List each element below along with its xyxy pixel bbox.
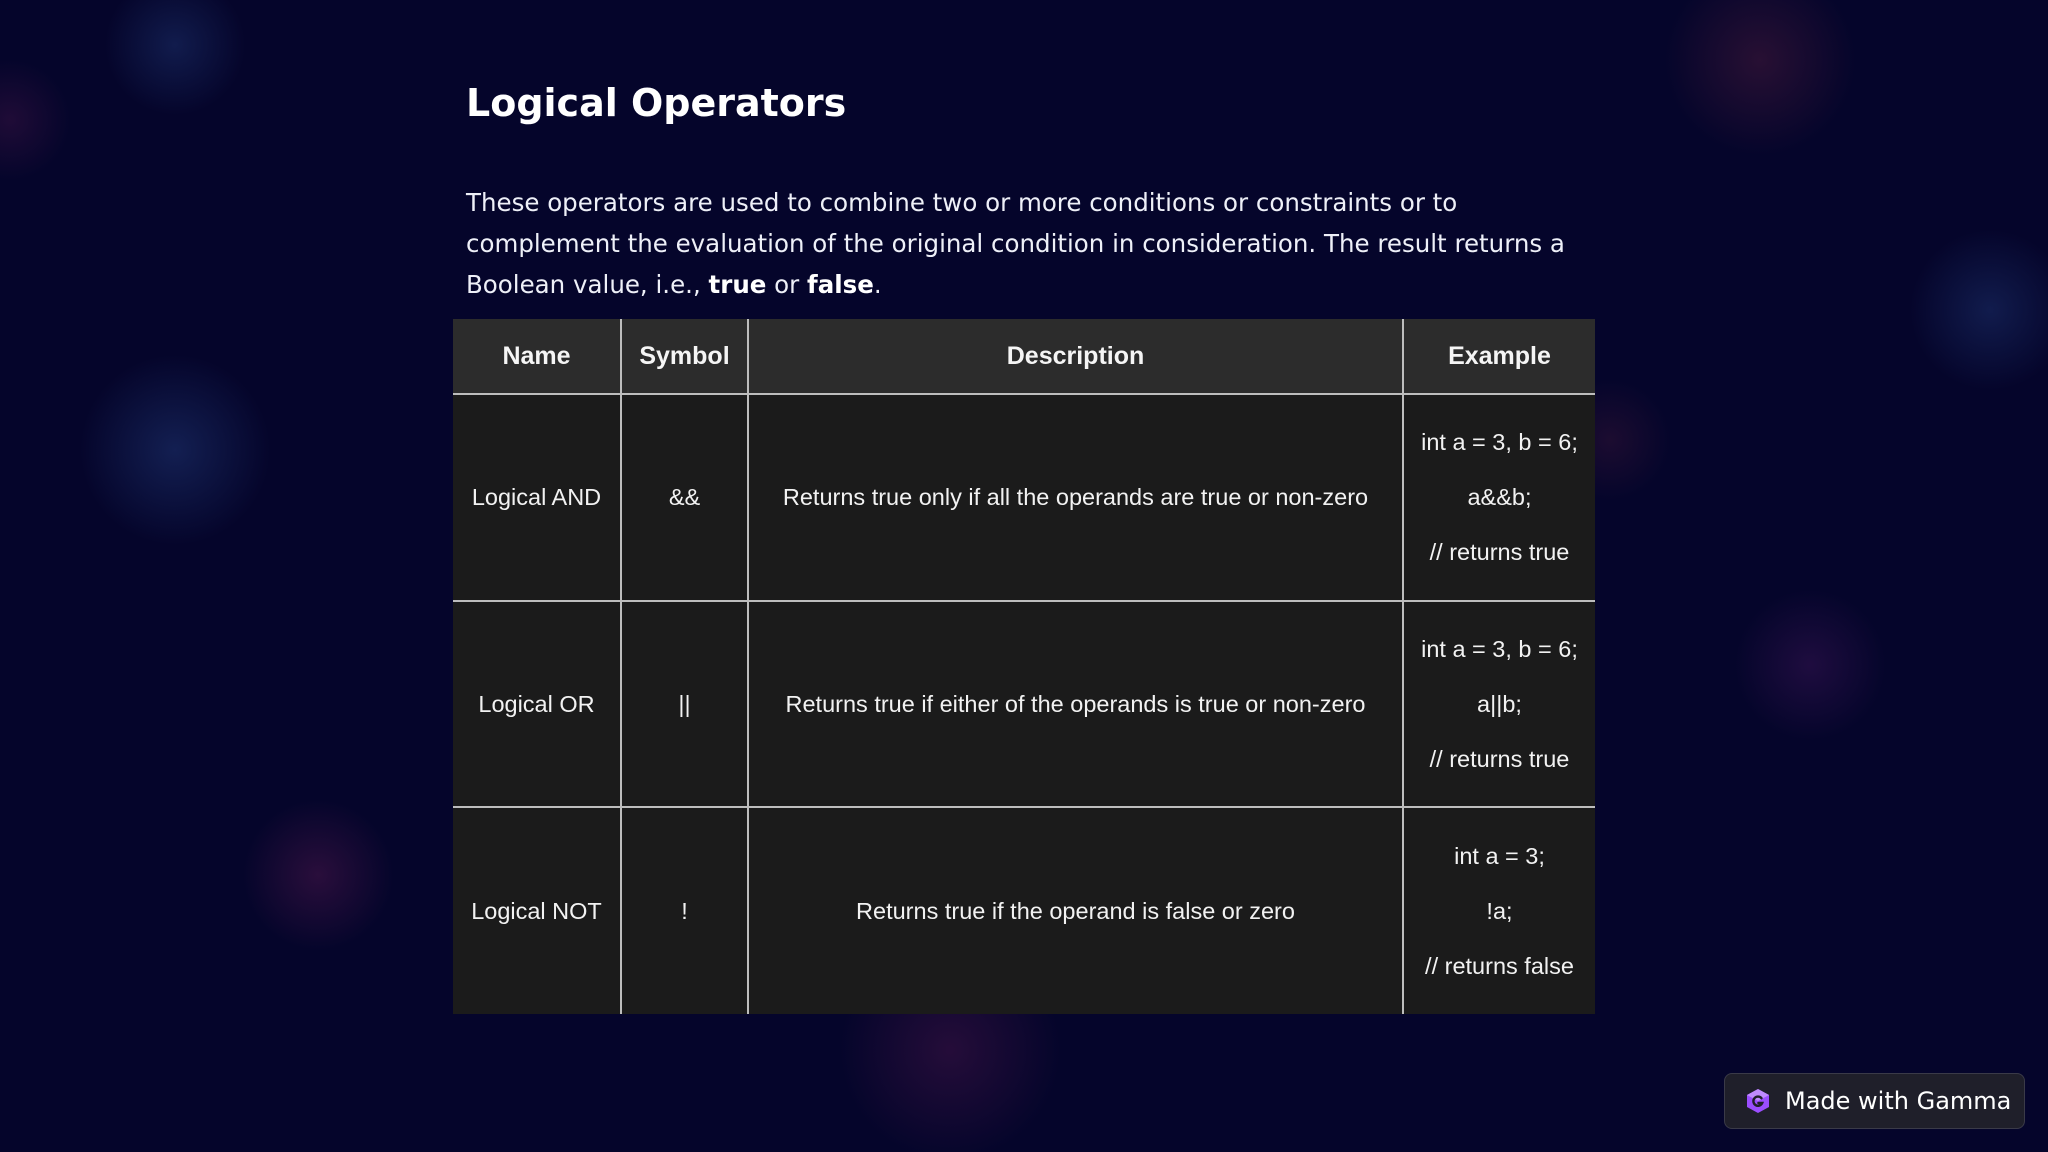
cell-operator-symbol: !: [621, 807, 748, 1014]
cell-operator-description: Returns true if the operand is false or zero: [748, 807, 1403, 1014]
table-row: [453, 394, 1595, 601]
operators-table-image: [453, 319, 1595, 1013]
operators-table: [453, 319, 1595, 1014]
example-line: // returns true: [1429, 539, 1570, 565]
page-title: Logical Operators: [466, 81, 847, 125]
intro-bold-true: true: [708, 270, 767, 299]
example-line: // returns false: [1425, 952, 1574, 979]
cell-operator-symbol: ||: [621, 601, 748, 807]
gamma-logo-icon: [1745, 1088, 1771, 1114]
intro-text-part-2: or: [766, 270, 808, 299]
example-line: int a = 3, b = 6;: [1421, 429, 1578, 455]
column-header-example: Example: [1403, 319, 1595, 394]
column-header-name: Name: [453, 319, 621, 394]
example-line: !a;: [1486, 897, 1513, 924]
cell-operator-example: [1403, 807, 1595, 1014]
cell-operator-name: Logical OR: [453, 601, 621, 807]
intro-bold-false: false: [807, 270, 874, 299]
example-line: a||b;: [1477, 690, 1522, 717]
example-line: int a = 3;: [1454, 842, 1545, 869]
intro-text-part-1: These operators are used to combine two or more conditions or constraints or to complement the evaluation of the original condition in consideration. The result returns a Boolean value, i.e.,: [466, 188, 1565, 299]
column-header-description: Description: [748, 319, 1403, 394]
cell-operator-name: Logical NOT: [453, 807, 621, 1014]
cell-operator-example: [1403, 601, 1595, 807]
intro-paragraph: [466, 182, 1606, 305]
example-line: // returns true: [1429, 745, 1570, 772]
made-with-gamma-label: Made with Gamma: [1785, 1087, 2012, 1115]
made-with-gamma-button[interactable]: [1724, 1073, 2025, 1129]
cell-operator-description: Returns true only if all the operands are true or non-zero: [748, 394, 1403, 601]
example-line: a&&b;: [1467, 484, 1532, 510]
cell-operator-symbol: &&: [621, 394, 748, 601]
cell-operator-example: [1403, 394, 1595, 601]
table-row: [453, 601, 1595, 807]
cell-operator-name: Logical AND: [453, 394, 621, 601]
column-header-symbol: Symbol: [621, 319, 748, 394]
table-row: [453, 807, 1595, 1014]
intro-text-part-3: .: [873, 270, 882, 299]
table-header-row: [453, 319, 1595, 394]
cell-operator-description: Returns true if either of the operands is true or non-zero: [748, 601, 1403, 807]
example-line: int a = 3, b = 6;: [1421, 635, 1578, 662]
